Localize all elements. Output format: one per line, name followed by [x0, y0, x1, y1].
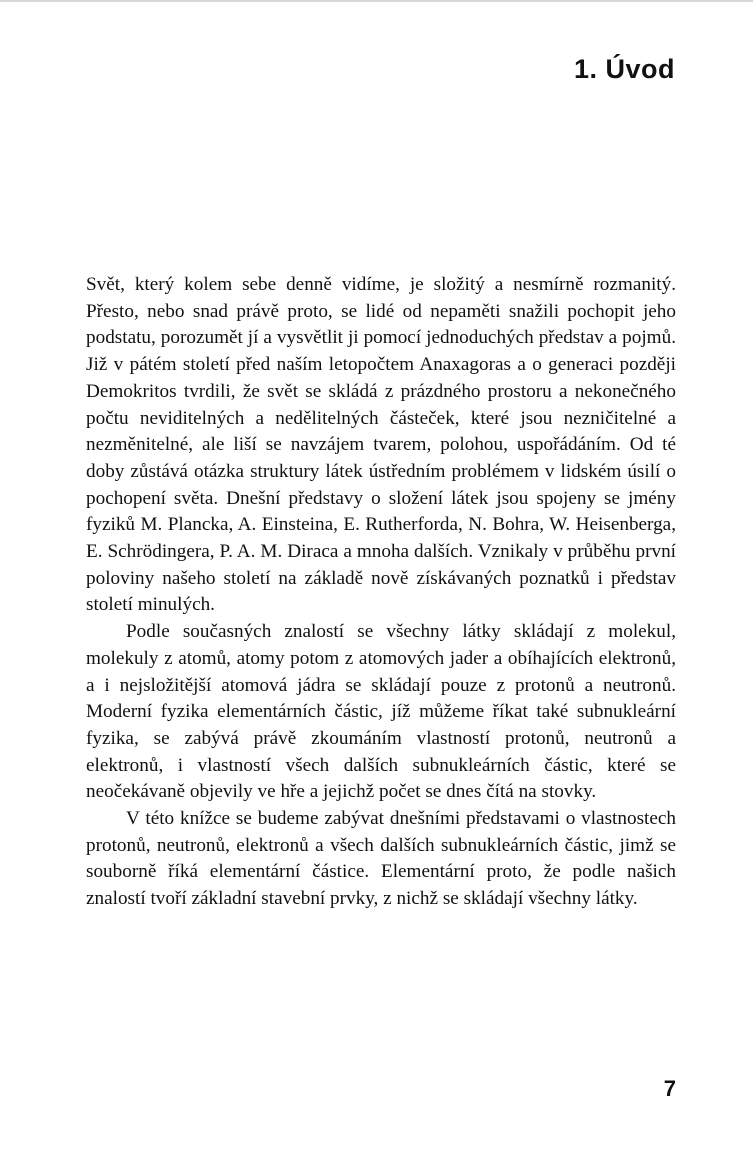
paragraph-3: V této knížce se budeme zabývat dnešními představami o vlastnostech protonů, neutronů, elektronů a všech dalších subnukleárních částic, jimž se souborně říká elementární částice. Elementární proto, že podle našich znalostí tvoří základní stavební prvky, z nichž se skládají všechny látky. [86, 808, 676, 910]
page-number: 7 [663, 1076, 676, 1101]
paragraph-1: Svět, který kolem sebe denně vidíme, je složitý a nesmírně rozmanitý. Přesto, nebo snad právě proto, se lidé od nepaměti snažili pochopit jeho podstatu, porozumět jí a vysvětlit ji pomocí jednoduchých představ a pojmů. Již v pátém století před naším letopočtem Anaxagoras a o generaci později Demokritos tvrdili, že svět se skládá z prázdného prostoru a nekonečného počtu neviditelných a nedělitelných částeček, které jsou nezničitelné a nezměnitelné, ale liší se navzájem tvarem, polohou, uspořádáním. Od té doby zůstává otázka struktury látek ústředním problémem v lidském úsilí o pochopení světa. Dnešní představy o složení látek jsou spojeny se jmény fyziků M. Plancka, A. Einsteina, E. Rutherforda, N. Bohra, W. Heisenberga, E. Schrödingera, P. A. M. Diraca a mnoha dalších. Vznikaly v průběhu první poloviny našeho století na základě nově získávaných poznatků i představ století minulých. [86, 274, 676, 616]
scan-edge-line [0, 0, 753, 2]
paragraph-2: Podle současných znalostí se všechny látky skládají z molekul, molekuly z atomů, atomy potom z atomových jader a obíhajících elektronů, a i nejsložitější atomová jádra se skládají pouze z protonů a neutronů. Moderní fyzika elementárních částic, jíž můžeme říkat také subnukleární fyzika, se zabývá právě zkoumáním vlastností protonů, neutronů a elektronů, i vlastností všech dalších subnukleárních částic, které se neočekávaně objevily ve hře a jejichž počet se dnes čítá na stovky. [86, 621, 676, 803]
chapter-title: 1. Úvod [573, 54, 675, 84]
chapter-body [86, 272, 676, 913]
